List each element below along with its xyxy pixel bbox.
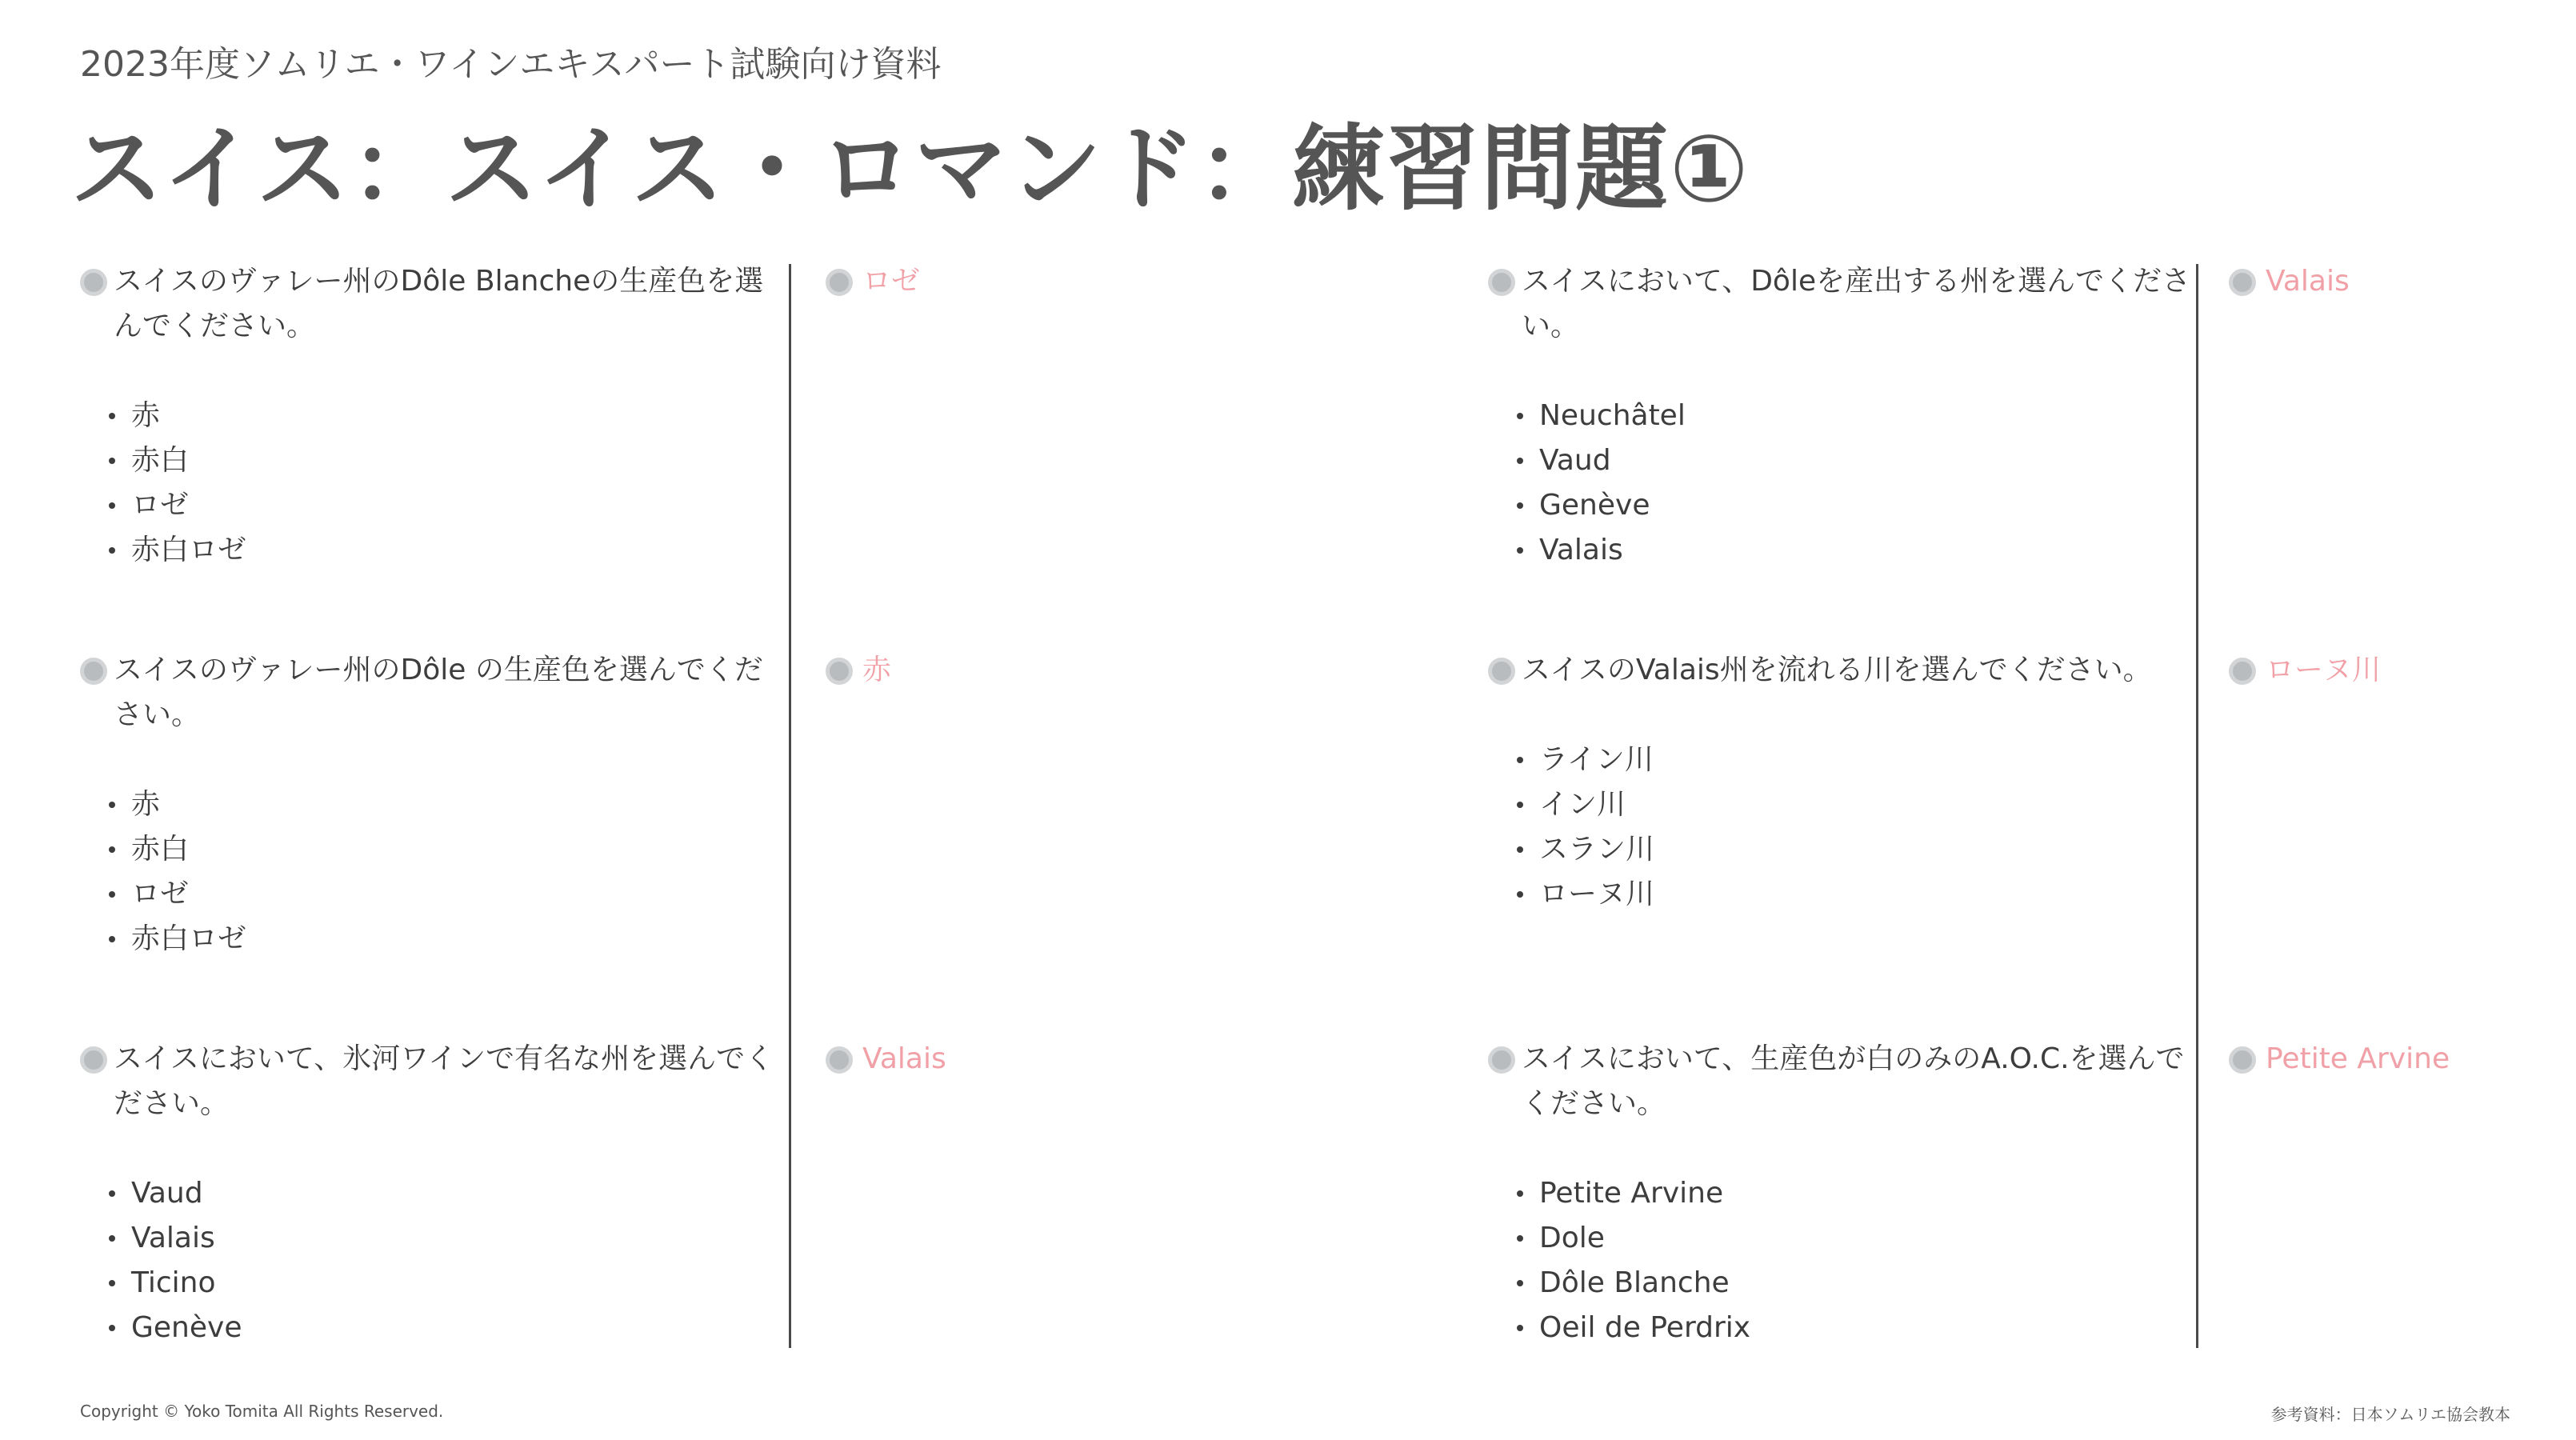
option-item: ライン川	[1488, 738, 2192, 782]
option-item: Vaud	[1488, 438, 2192, 483]
bullet-circle-icon	[1488, 658, 1515, 685]
question-label: スイスにおいて、生産色が白のみのA.O.C.を選んでください。	[1522, 1042, 2185, 1120]
question-label: スイスにおいて、Dôleを産出する州を選んでください。	[1522, 265, 2191, 342]
option-item: Dôle Blanche	[1488, 1261, 2192, 1306]
answer-3	[826, 1037, 946, 1082]
answer-4	[2229, 259, 2350, 304]
question-text	[80, 1037, 784, 1126]
question-label: スイスのヴァレー州のDôle Blancheの生産色を選んでください。	[114, 265, 764, 342]
option-item: Ticino	[80, 1261, 784, 1306]
option-item: Valais	[1488, 528, 2192, 573]
copyright-text: Copyright © Yoko Tomita All Rights Reserved.	[80, 1402, 444, 1421]
answer-label: Valais	[2266, 265, 2350, 298]
option-list	[1488, 394, 2192, 573]
option-item: ロゼ	[80, 872, 784, 917]
option-item: 赤白	[80, 438, 784, 483]
option-item: 赤白ロゼ	[80, 528, 784, 573]
bullet-circle-icon	[826, 1046, 853, 1074]
question-label: スイスのValais州を流れる川を選んでください。	[1522, 654, 2152, 686]
question-text	[1488, 1037, 2192, 1126]
answer-5	[2229, 648, 2381, 693]
question-1	[80, 259, 784, 573]
answer-label: Petite Arvine	[2266, 1042, 2450, 1075]
question-5	[1488, 648, 2192, 917]
question-text	[1488, 648, 2192, 693]
option-list	[1488, 1171, 2192, 1350]
option-item: 赤白ロゼ	[80, 917, 784, 962]
bullet-circle-icon	[1488, 1046, 1515, 1074]
option-item: ロゼ	[80, 483, 784, 528]
answer-2	[826, 648, 891, 693]
option-item: Valais	[80, 1216, 784, 1261]
answer-1	[826, 259, 920, 304]
option-item: Neuchâtel	[1488, 394, 2192, 438]
question-4	[1488, 259, 2192, 573]
option-item: Oeil de Perdrix	[1488, 1306, 2192, 1350]
bullet-circle-icon	[80, 1046, 107, 1074]
answer-label: 赤	[862, 654, 892, 686]
question-text	[80, 259, 784, 349]
option-item: Petite Arvine	[1488, 1171, 2192, 1216]
bullet-circle-icon	[80, 658, 107, 685]
bullet-circle-icon	[826, 269, 853, 296]
option-list	[1488, 738, 2192, 917]
option-item: Dole	[1488, 1216, 2192, 1261]
question-text	[80, 648, 784, 738]
option-list	[80, 1171, 784, 1350]
reference-text: 参考資料：日本ソムリエ協会教本	[2270, 1405, 2510, 1424]
option-item: イン川	[1488, 782, 2192, 827]
question-6	[1488, 1037, 2192, 1350]
question-label: スイスにおいて、氷河ワインで有名な州を選んでください。	[114, 1042, 774, 1120]
option-item: スラン川	[1488, 827, 2192, 872]
option-item: 赤白	[80, 827, 784, 872]
bullet-circle-icon	[80, 269, 107, 296]
option-item: Genève	[80, 1306, 784, 1350]
document-subtitle: 2023年度ソムリエ・ワインエキスパート試験向け資料	[80, 44, 942, 85]
answer-label: ロゼ	[862, 265, 921, 298]
answer-label: ローヌ川	[2266, 654, 2382, 686]
option-list	[80, 782, 784, 962]
option-item: ローヌ川	[1488, 872, 2192, 917]
question-text	[1488, 259, 2192, 349]
bullet-circle-icon	[2229, 658, 2256, 685]
question-3	[80, 1037, 784, 1350]
column-divider	[789, 264, 791, 1348]
bullet-circle-icon	[1488, 269, 1515, 296]
question-2	[80, 648, 784, 962]
bullet-circle-icon	[826, 658, 853, 685]
option-item: 赤	[80, 394, 784, 438]
option-item: Genève	[1488, 483, 2192, 528]
option-list	[80, 394, 784, 573]
question-label: スイスのヴァレー州のDôle の生産色を選んでください。	[114, 654, 763, 731]
option-item: Vaud	[80, 1171, 784, 1216]
page-title: スイス：スイス・ロマンド：練習問題①	[70, 115, 1750, 223]
bullet-circle-icon	[2229, 1046, 2256, 1074]
bullet-circle-icon	[2229, 269, 2256, 296]
column-divider	[2196, 264, 2198, 1348]
answer-label: Valais	[862, 1042, 946, 1075]
answer-6	[2229, 1037, 2450, 1082]
option-item: 赤	[80, 782, 784, 827]
